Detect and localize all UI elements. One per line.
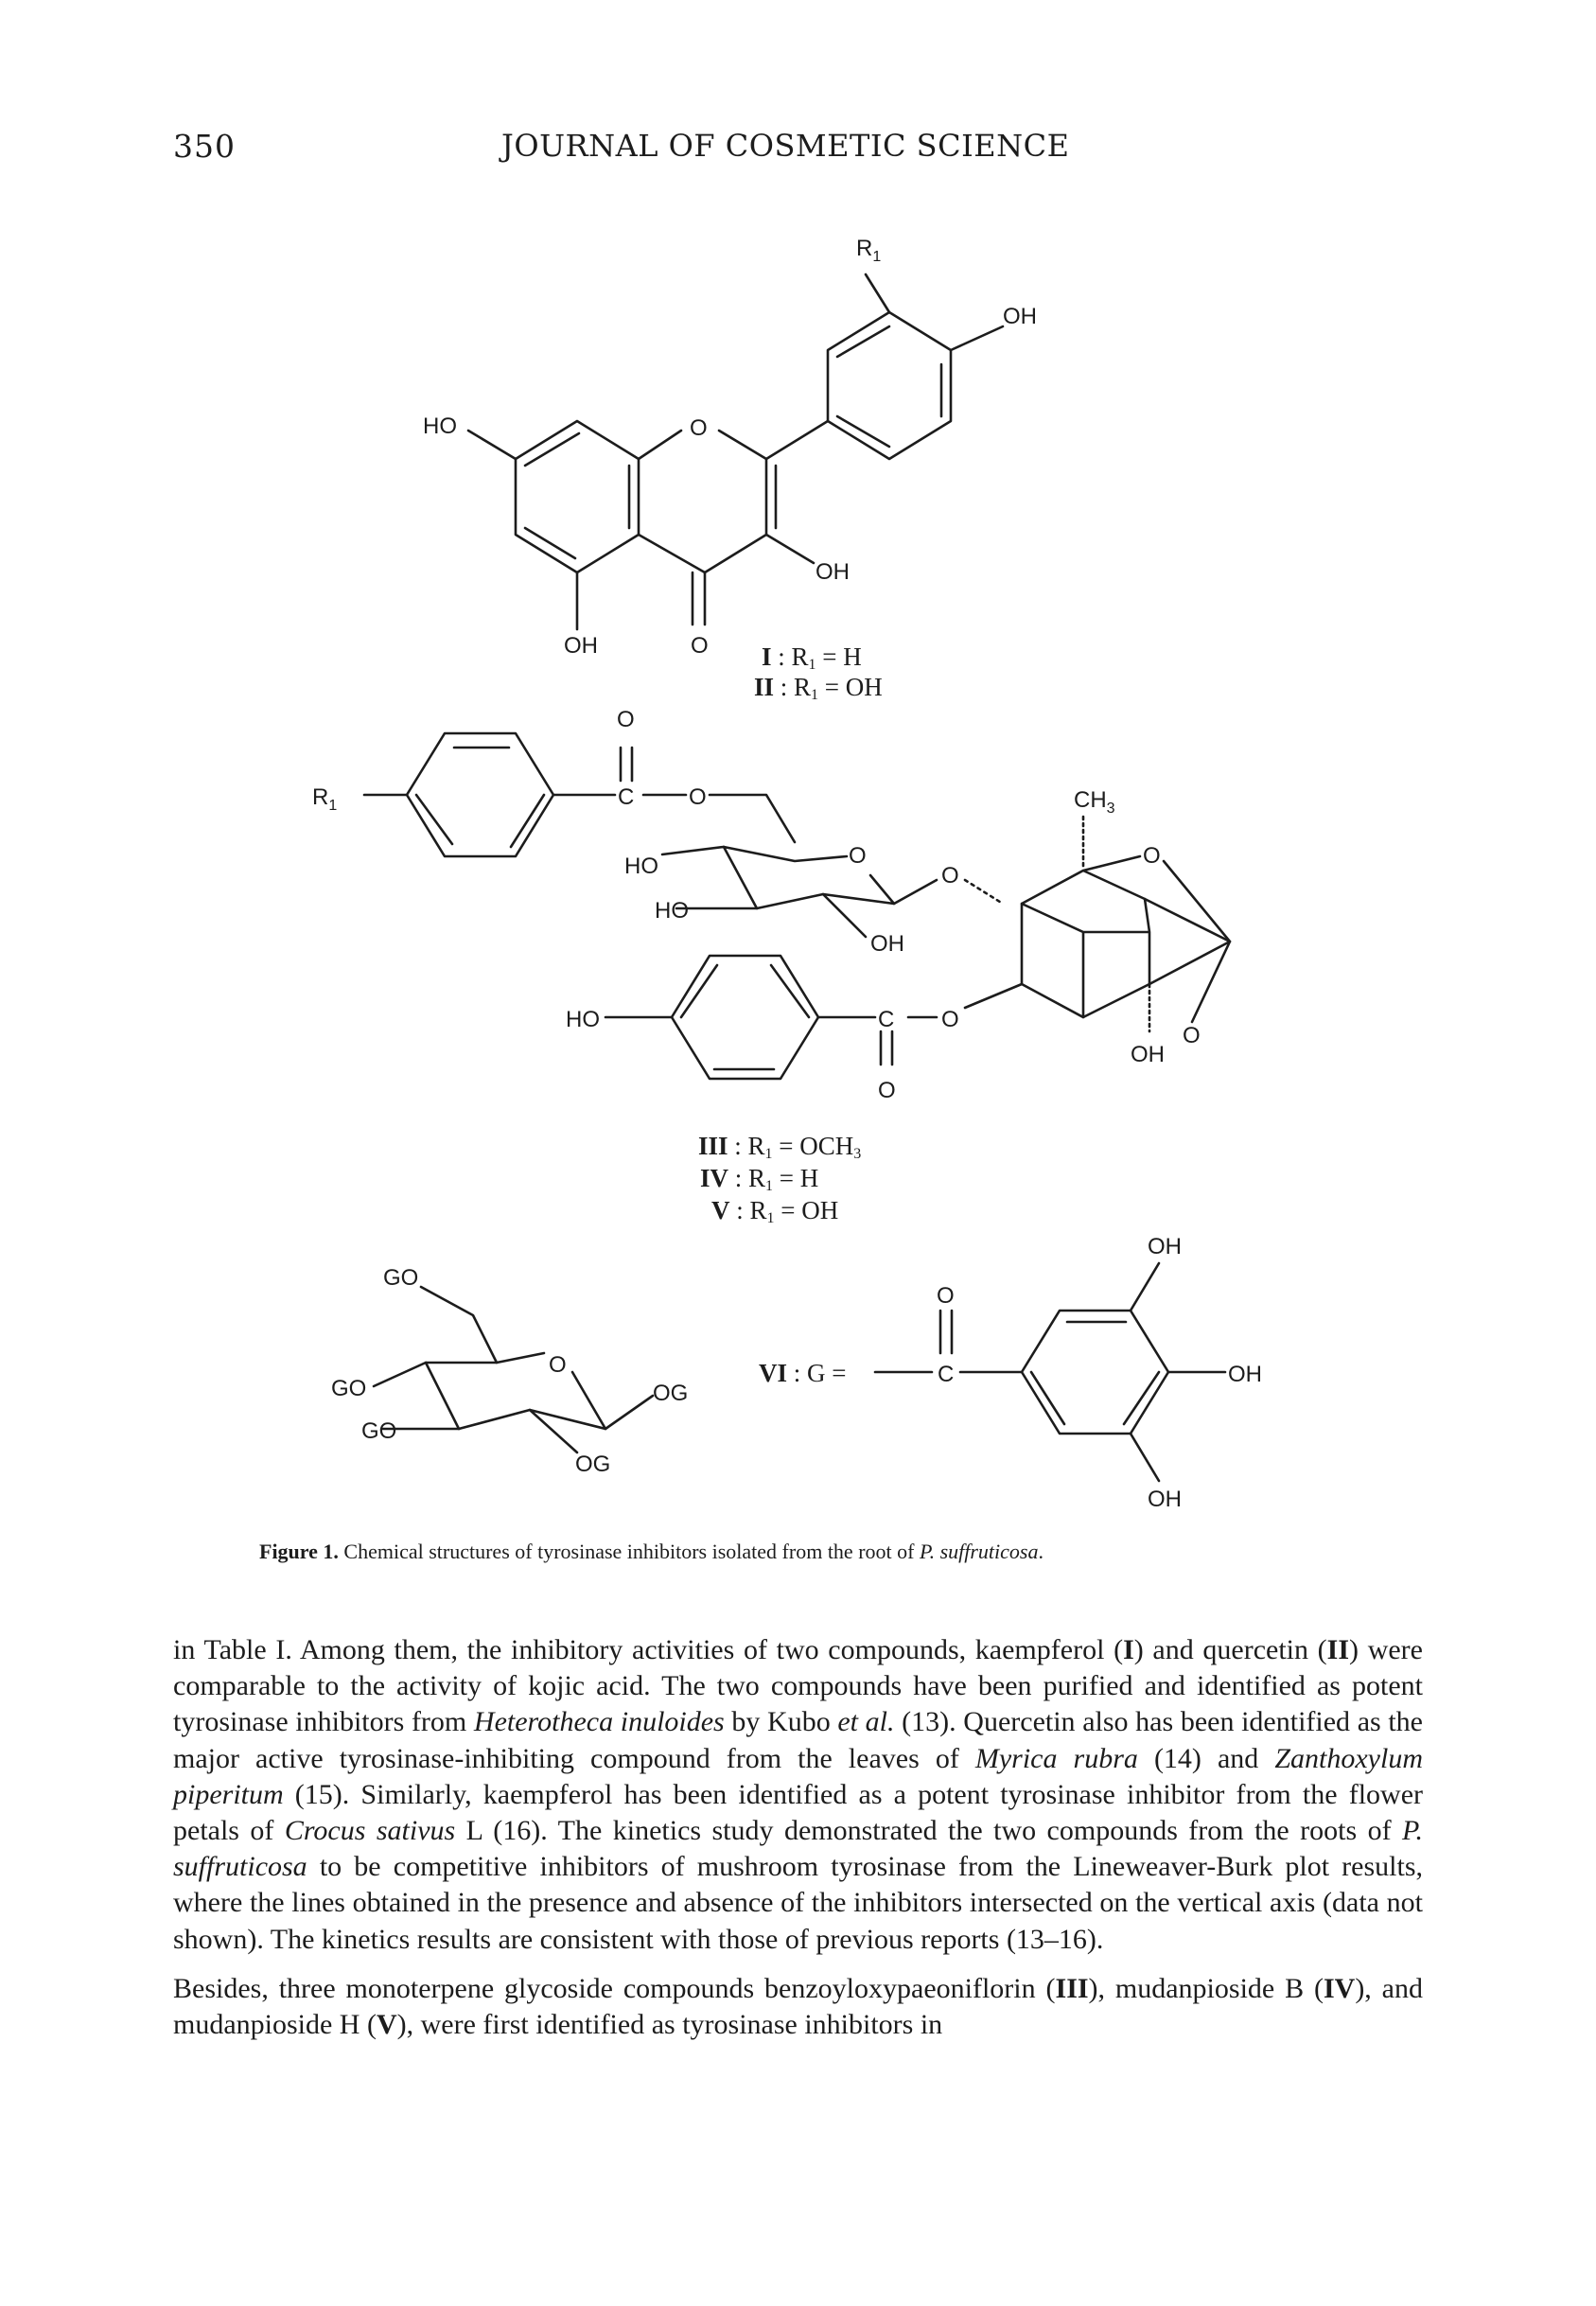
b-ring-double-bonds: [837, 326, 941, 447]
b-ring: [828, 312, 951, 459]
compound-ref: II: [1326, 1634, 1350, 1665]
page-number: 350: [173, 128, 236, 165]
caption-species: P. suffruticosa: [919, 1540, 1039, 1563]
compound-ref: V: [376, 2009, 397, 2041]
go-4-label: GO: [331, 1376, 367, 1401]
paragraph-2: [173, 1971, 1423, 2043]
c-ring-right: [639, 421, 828, 572]
benzoate-ring-bottom-double-bonds: [681, 965, 809, 1069]
cage-oh-label: OH: [1131, 1042, 1165, 1067]
body-text: [173, 1632, 1423, 2056]
ho-label: HO: [423, 414, 457, 439]
glucose-ring-oxygen-label: O: [549, 1352, 567, 1378]
text-run: to be competitive inhibitors of mushroom tyrosinase from the Lineweaver-Burk plot results, where the lines obtained in the presence and absence of the inhibitors intersected on the vertical axis (data not shown). The kinetics results are consistent with those of previous reports (13–16).: [173, 1851, 1423, 1955]
text-run: (13). Quercetin also has been identified as the major active tyrosinase-inhibiting compound from the leaves of: [173, 1706, 1423, 1774]
galloyl-carbonyl-double: [940, 1311, 952, 1353]
variant-ii-label: II : R1 = OH: [754, 673, 883, 703]
benzoate-carbonyl-double: [881, 1031, 892, 1065]
a-ring: [516, 421, 639, 572]
galloyl-ring-double-bonds: [1031, 1322, 1159, 1424]
journal-title: JOURNAL OF COSMETIC SCIENCE: [501, 128, 1070, 164]
galloyl-oh-top-label: OH: [1148, 1234, 1182, 1259]
text-run: in Table I. Among them, the inhibitory activities of two compounds, kaempferol (: [173, 1634, 1124, 1665]
text-run: ), were first identified as tyrosinase inhibitors in: [396, 2009, 943, 2041]
text-run: ) were comparable to the activity of kojic acid. The two compounds have been purified and identified as potent tyrosinase inhibitors from: [173, 1634, 1423, 1738]
ester-oxygen-label: O: [617, 707, 635, 732]
variant-iii-label: III : R1 = OCH3: [698, 1132, 862, 1162]
og-2-label: OG: [575, 1452, 611, 1477]
og-1-label: OG: [653, 1381, 689, 1406]
pentagalloylglucose-structure: [331, 1234, 1262, 1512]
text-run: by Kubo: [724, 1706, 838, 1738]
c4-carbonyl: [693, 572, 705, 625]
compound-ref: IV: [1323, 1972, 1356, 2004]
italic-term: Myrica rubra: [974, 1742, 1138, 1774]
cage-oxygen-1-label: O: [1143, 843, 1161, 869]
oh-3-label: OH: [816, 559, 850, 585]
ring-oxygen-label: O: [690, 415, 708, 441]
benzoate-ring-bottom: [672, 956, 818, 1079]
ho-4-label: HO: [624, 854, 658, 879]
bond-r1: [866, 274, 889, 312]
glucose-ring: [426, 1353, 605, 1429]
oh-5-label: OH: [564, 633, 598, 659]
text-run: (15). Similarly, kaempferol has been identified as a potent tyrosinase inhibitor from the flower petals of: [173, 1778, 1423, 1847]
glycosidic-bond: [894, 880, 937, 904]
italic-term: Crocus sativus: [284, 1815, 456, 1847]
ester-carbonyl-double: [621, 748, 632, 781]
galloyl-oxygen-label: O: [937, 1283, 955, 1309]
go-6-chain: [421, 1287, 497, 1363]
caption-end: .: [1038, 1540, 1044, 1563]
text-run: (14) and: [1137, 1742, 1275, 1774]
glycosidic-hashed-bond: [965, 880, 1003, 904]
bond-ho-7: [468, 431, 516, 459]
flavonol-structure: [423, 236, 1037, 703]
bond-cage-to-benzoate-o: [965, 984, 1022, 1008]
variant-iv-label: IV : R1 = H: [700, 1164, 819, 1194]
ho-3-label: HO: [655, 898, 689, 924]
compound-ref: I: [1123, 1634, 1134, 1665]
caption-label: Figure 1.: [259, 1540, 339, 1563]
r1-label: $R_1$: [312, 784, 338, 814]
galloyl-oh-bonds: [1131, 1263, 1225, 1481]
galloyl-carbon-label: C: [938, 1362, 955, 1387]
variant-vi-label: VI : G =: [759, 1359, 847, 1387]
benzoyl-ring-top-double-bonds: [416, 748, 544, 847]
text-run: ), mudanpioside B (: [1088, 1972, 1324, 2004]
text-run: ) and quercetin (: [1133, 1634, 1327, 1665]
compound-ref: III: [1055, 1972, 1089, 2004]
benzoate-carbon-label: C: [878, 1007, 895, 1032]
glucose-substituents: [662, 847, 866, 937]
pinane-cage-outer: [1022, 871, 1230, 1017]
figure-caption: [259, 1540, 1044, 1564]
benzoate-oxygen-label: O: [941, 1007, 959, 1032]
monoterpene-glycoside-structure: [312, 707, 1230, 1226]
benzoyl-ring-top: [407, 733, 553, 856]
glycosidic-oxygen-label: O: [941, 863, 959, 889]
variant-v-label: V : R1 = OH: [711, 1196, 839, 1226]
glucose-go-bonds: [374, 1363, 653, 1452]
ester-chain: [643, 795, 795, 842]
cage-oxygen-2-label: O: [1183, 1023, 1201, 1048]
oh-2-label: OH: [870, 931, 904, 957]
r1-label: $R_1$: [856, 236, 882, 265]
bond-oh-3: [766, 535, 814, 563]
oh-label: OH: [1003, 304, 1037, 329]
galloyl-oh-bottom-label: OH: [1148, 1487, 1182, 1512]
ho-phenol-label: HO: [566, 1007, 600, 1032]
go-6-label: GO: [383, 1265, 419, 1291]
glucose-ring: [724, 847, 894, 908]
galloyl-ring: [1022, 1311, 1168, 1434]
paragraph-1: [173, 1632, 1423, 1958]
glucose-ring-oxygen-label: O: [849, 843, 867, 869]
galloyl-oh-mid-label: OH: [1228, 1362, 1262, 1387]
benzoate-carbonyl-oxygen-label: O: [878, 1078, 896, 1103]
italic-term: et al.: [837, 1706, 895, 1738]
text-run: ), and mudanpioside H (: [173, 1972, 1423, 2041]
a-ring-double-bonds: [525, 433, 629, 558]
variant-i-label: I : R1 = H: [762, 643, 862, 673]
go-3-label: GO: [361, 1418, 397, 1444]
italic-term: Zanthoxylum piperitum: [173, 1742, 1423, 1810]
text-run: L (16). The kinetics study demonstrated the two compounds from the roots of: [455, 1815, 1403, 1847]
bond-oh-b: [951, 326, 1003, 350]
ester-carbon-label: C: [618, 784, 635, 810]
ester-link-oxygen-label: O: [689, 784, 707, 810]
caption-text: Chemical structures of tyrosinase inhibitors isolated from the root of: [338, 1540, 920, 1563]
text-run: Besides, three monoterpene glycoside compounds benzoyloxypaeoniflorin (: [173, 1972, 1056, 2004]
carbonyl-oxygen-label: O: [691, 633, 709, 659]
ch3-label: $CH_3$: [1074, 787, 1115, 817]
italic-term: Heterotheca inuloides: [473, 1706, 725, 1738]
italic-term: P. suffruticosa: [173, 1815, 1423, 1883]
